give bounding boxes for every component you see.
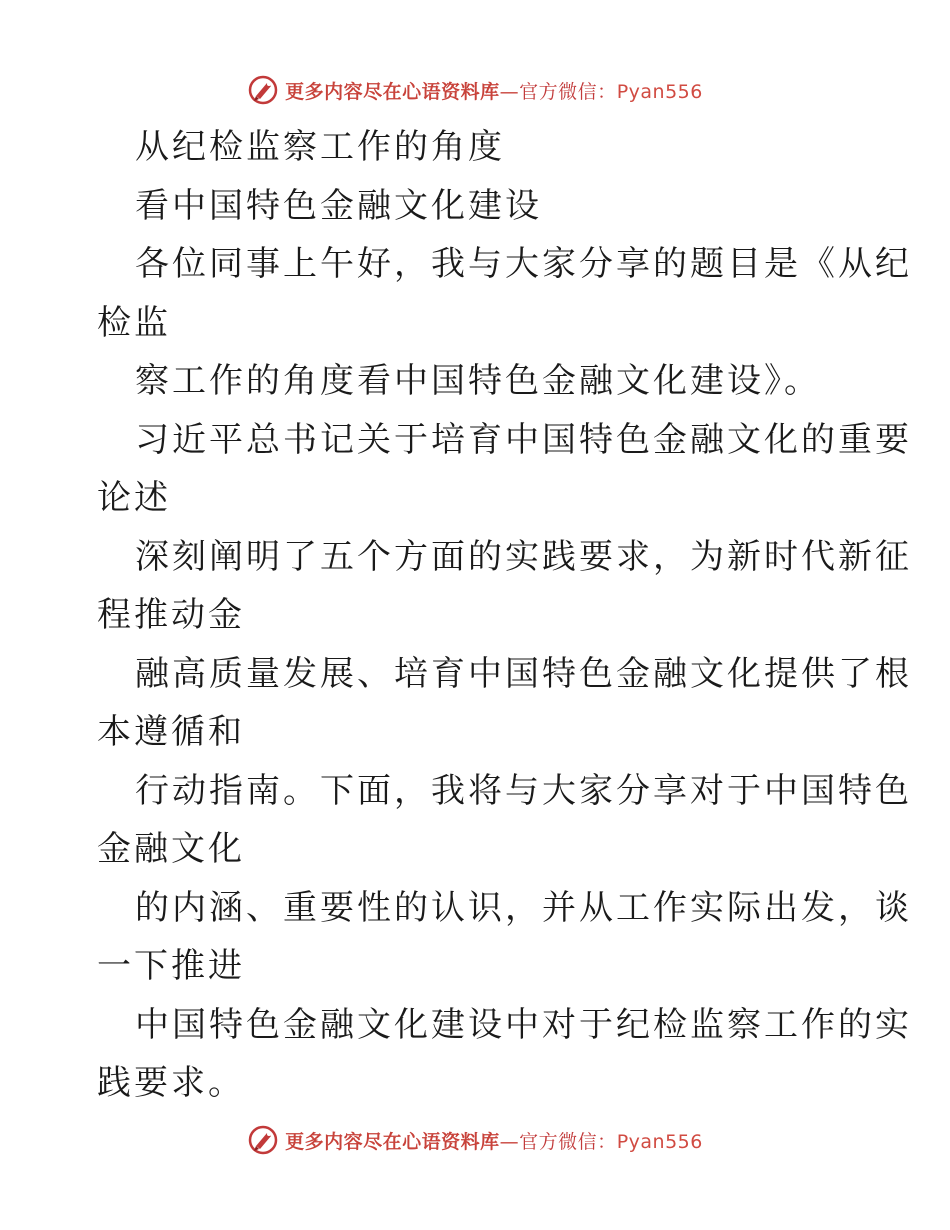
logo-icon (247, 74, 279, 106)
watermark-dash: — (499, 80, 520, 103)
text-line: 一下推进 (97, 946, 245, 986)
watermark-handle: Pyan556 (616, 80, 703, 103)
text-line: 各位同事上午好，我与大家分享的题目是《从纪 (135, 244, 912, 284)
text-line: 论述 (97, 478, 171, 518)
text-line: 的内涵、重要性的认识，并从工作实际出发，谈 (135, 887, 912, 928)
watermark-brand: 更多内容尽在心语资料库 (285, 1130, 500, 1153)
text-line: 看中国特色金融文化建设 (135, 185, 542, 226)
logo-icon (247, 1124, 279, 1156)
watermark-text (285, 1127, 703, 1154)
watermark-text (285, 77, 703, 104)
watermark-handle: Pyan556 (616, 1130, 703, 1153)
text-line: 检监 (97, 302, 171, 343)
text-line: 察工作的角度看中国特色金融文化建设》。 (135, 361, 821, 401)
watermark-wechat-label: 官方微信： (519, 80, 617, 103)
text-line: 践要求。 (97, 1063, 245, 1103)
text-line: 本遵循和 (97, 712, 245, 752)
text-line: 金融文化 (97, 829, 245, 869)
watermark-wechat-label: 官方微信： (519, 1130, 617, 1153)
text-line: 融高质量发展、培育中国特色金融文化提供了根 (135, 653, 912, 694)
text-line: 从纪检监察工作的角度 (135, 127, 505, 167)
watermark-brand: 更多内容尽在心语资料库 (285, 80, 500, 103)
document-body (97, 118, 912, 1113)
text-line: 程推动金 (97, 595, 245, 635)
watermark-dash: — (499, 1130, 520, 1153)
text-line: 深刻阐明了五个方面的实践要求，为新时代新征 (135, 536, 912, 577)
text-line: 习近平总书记关于培育中国特色金融文化的重要 (135, 419, 912, 460)
text-line: 行动指南。下面，我将与大家分享对于中国特色 (135, 770, 912, 811)
footer-watermark (0, 1122, 950, 1158)
text-line: 中国特色金融文化建设中对于纪检监察工作的实 (135, 1004, 912, 1045)
header-watermark (0, 72, 950, 108)
